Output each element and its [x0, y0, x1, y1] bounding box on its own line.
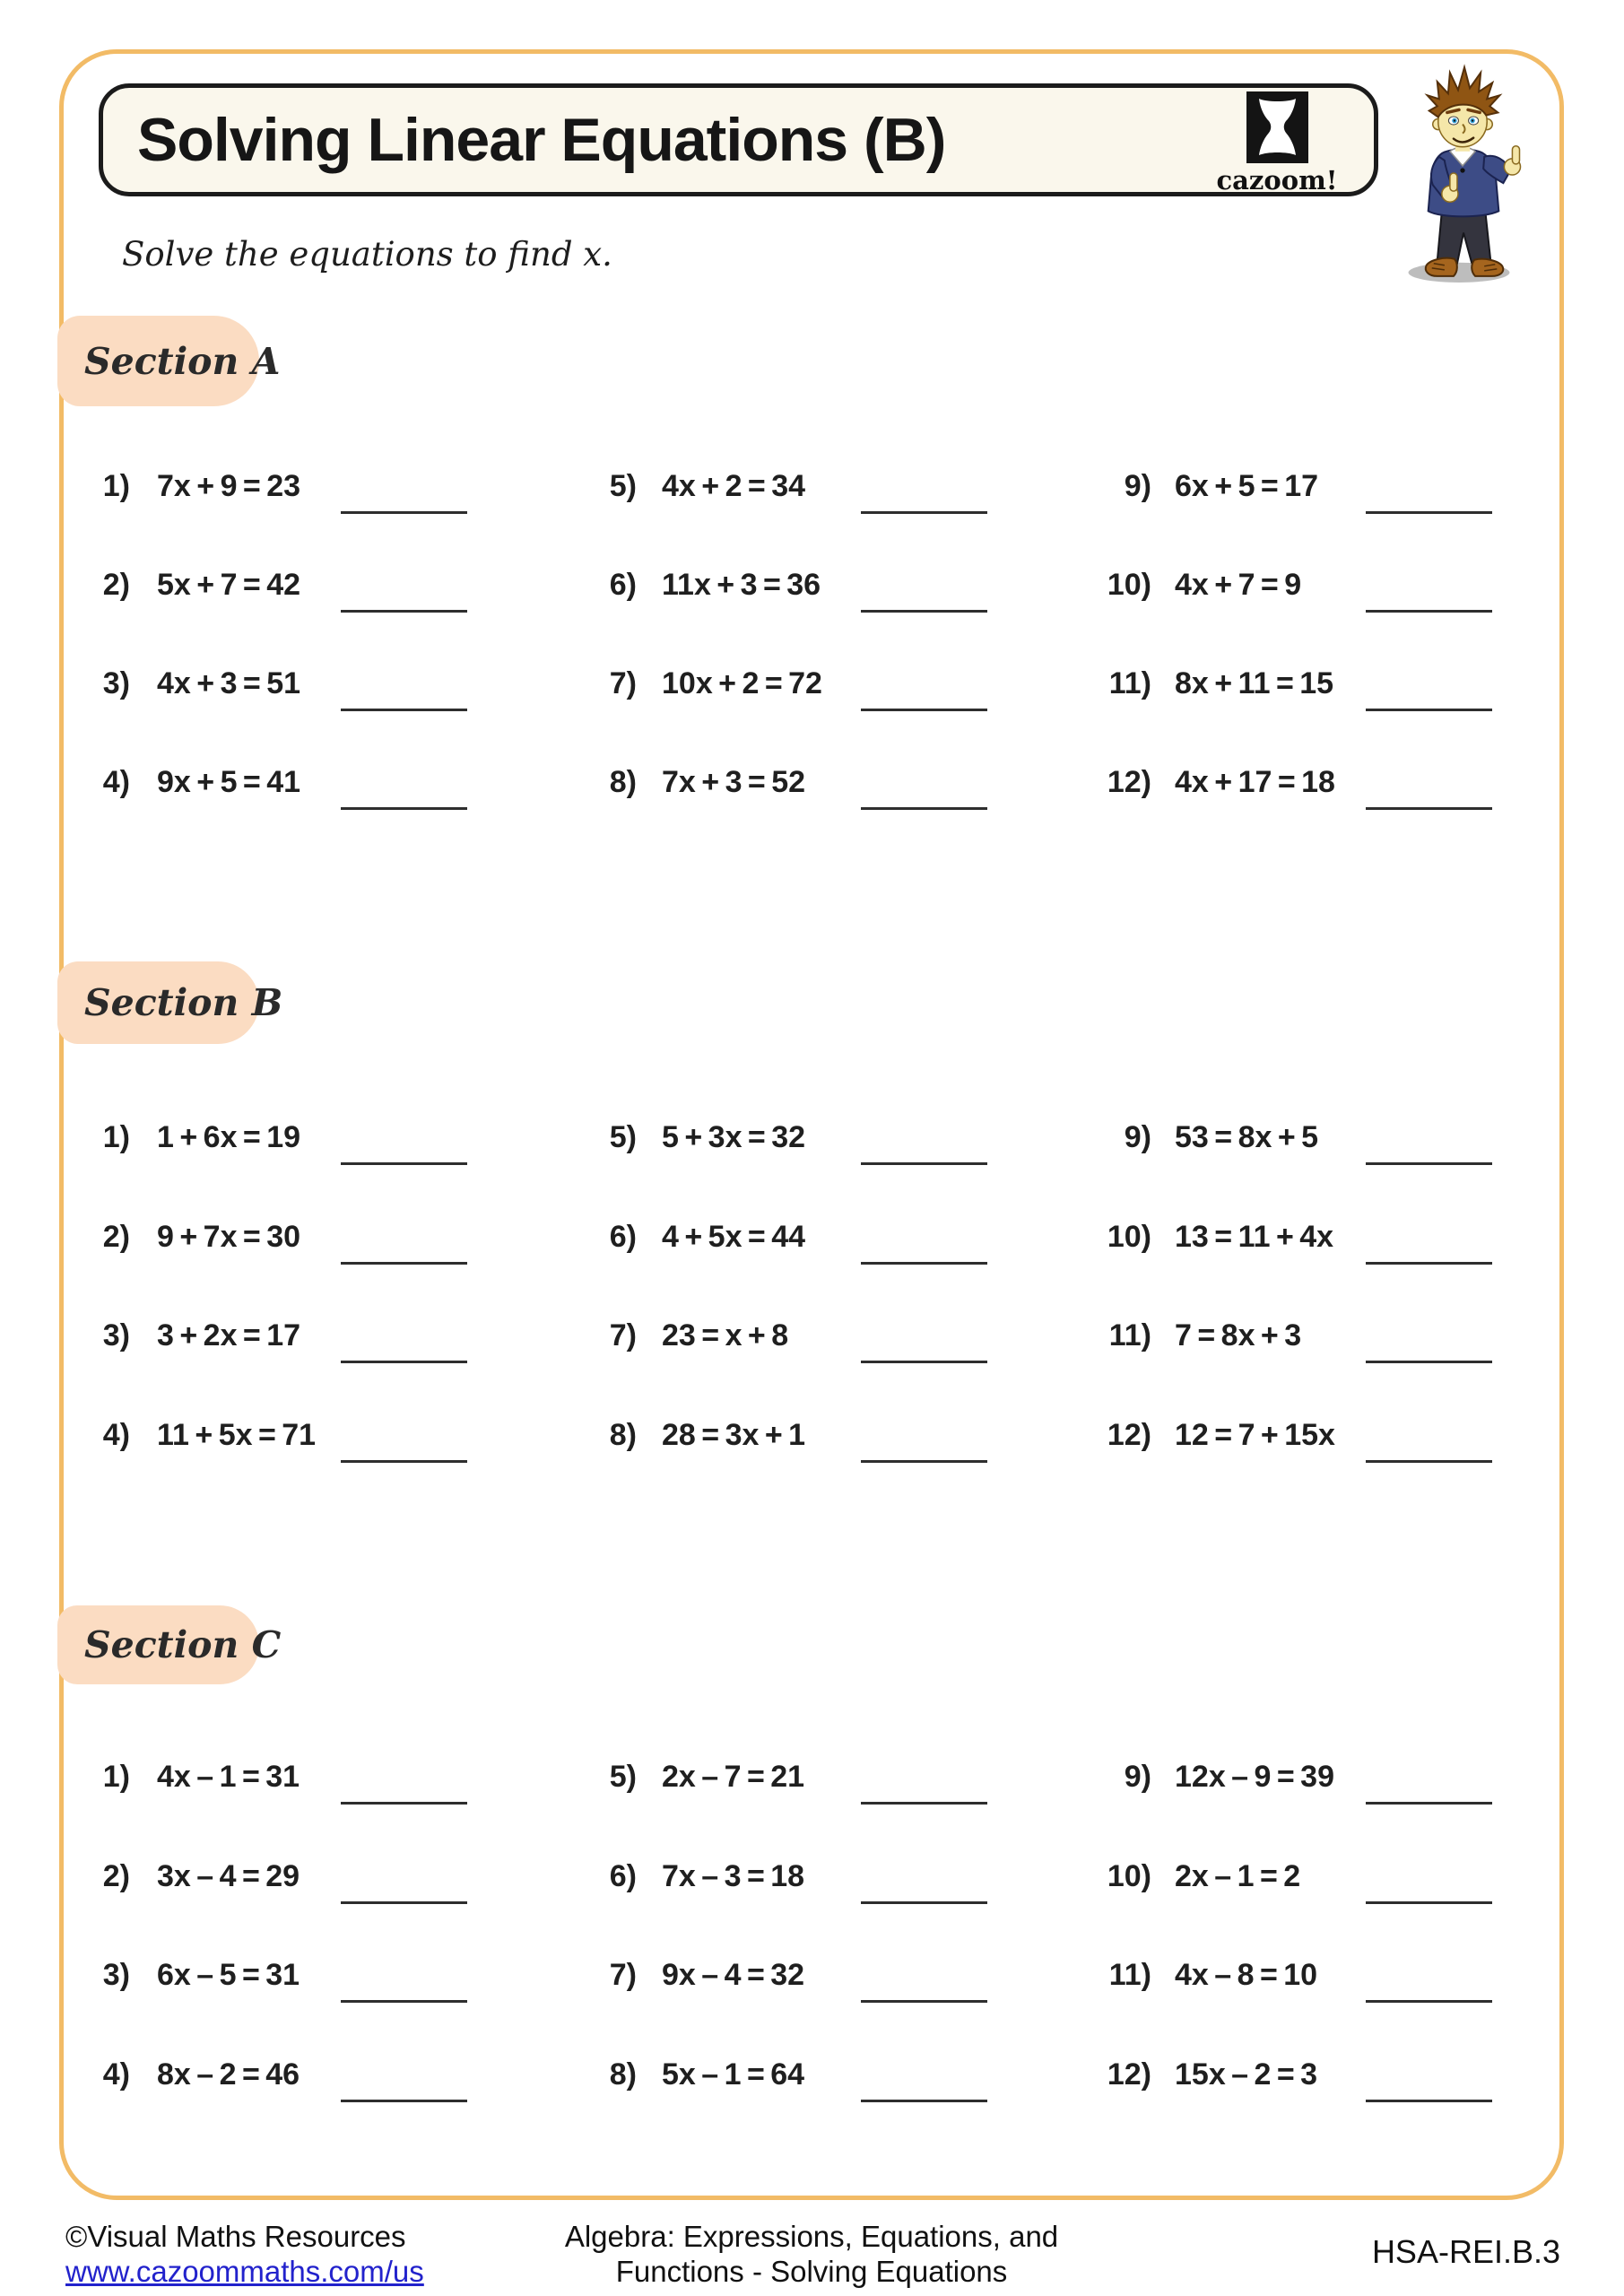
equation-text: 53 = 8x + 5	[1175, 1120, 1319, 1154]
problem-number: 4)	[102, 2057, 130, 2092]
footer-subject	[565, 2219, 1058, 2289]
equation-text: 23 = x + 8	[662, 1318, 789, 1352]
problem-number: 3)	[102, 1958, 130, 1992]
copyright-text: ©Visual Maths Resources	[65, 2220, 406, 2253]
problem-number: 12)	[1107, 2057, 1151, 2092]
equation-text: 15x – 2 = 3	[1175, 2057, 1318, 2092]
problem-number: 9)	[1124, 469, 1151, 503]
problem-number: 9)	[1124, 1760, 1151, 1794]
answer-line	[861, 2000, 987, 2003]
answer-line	[1366, 1460, 1492, 1463]
equation-text: 11 + 5x = 71	[157, 1418, 317, 1452]
footer-left	[65, 2219, 424, 2289]
answer-line	[341, 511, 467, 514]
problem-number: 7)	[609, 1318, 637, 1352]
cazoom-website-link[interactable]: www.cazoommaths.com/us	[65, 2255, 424, 2288]
problem-number: 1)	[102, 1760, 130, 1794]
answer-line	[861, 610, 987, 613]
problem-number: 1)	[102, 469, 130, 503]
mascot-boy-illustration	[1397, 61, 1526, 287]
answer-line	[861, 1262, 987, 1265]
equation-text: 7x + 9 = 23	[157, 469, 301, 503]
section-b-label: Section B	[84, 981, 283, 1024]
answer-line	[1366, 1901, 1492, 1904]
problem-number: 9)	[1124, 1120, 1151, 1154]
problem-number: 4)	[102, 765, 130, 799]
djembe-drum-icon	[1246, 91, 1308, 163]
equation-text: 4 + 5x = 44	[662, 1220, 806, 1254]
equation-text: 7x – 3 = 18	[662, 1859, 805, 1893]
problem-number: 8)	[609, 2057, 637, 2092]
problem-number: 6)	[609, 1859, 637, 1893]
answer-line	[341, 1162, 467, 1165]
subject-line-2: Functions - Solving Equations	[615, 2255, 1008, 2288]
equation-text: 7 = 8x + 3	[1175, 1318, 1302, 1352]
problem-number: 10)	[1107, 1220, 1151, 1254]
equation-text: 4x + 3 = 51	[157, 666, 301, 700]
problem-number: 7)	[609, 666, 637, 700]
equation-text: 4x + 17 = 18	[1175, 765, 1335, 799]
answer-line	[341, 1460, 467, 1463]
equation-text: 4x – 8 = 10	[1175, 1958, 1318, 1992]
equation-text: 3 + 2x = 17	[157, 1318, 301, 1352]
section-b-badge	[57, 961, 283, 1044]
equation-text: 6x – 5 = 31	[157, 1958, 300, 1992]
equation-text: 4x + 7 = 9	[1175, 568, 1302, 602]
answer-line	[341, 807, 467, 810]
answer-line	[1366, 1262, 1492, 1265]
answer-line	[861, 709, 987, 711]
cazoom-logo-text: cazoom!	[1216, 165, 1338, 196]
equation-text: 5 + 3x = 32	[662, 1120, 806, 1154]
page-title: Solving Linear Equations (B)	[137, 106, 946, 174]
answer-line	[341, 2000, 467, 2003]
problem-number: 5)	[609, 1760, 637, 1794]
problem-number: 2)	[102, 1859, 130, 1893]
problem-number: 3)	[102, 1318, 130, 1352]
problem-number: 11)	[1108, 666, 1151, 700]
standard-code: HSA-REI.B.3	[1371, 2233, 1560, 2270]
answer-line	[341, 1901, 467, 1904]
problem-number: 2)	[102, 568, 130, 602]
answer-line	[1366, 511, 1492, 514]
equation-text: 5x + 7 = 42	[157, 568, 301, 602]
equation-text: 3x – 4 = 29	[157, 1859, 300, 1893]
equation-text: 11x + 3 = 36	[662, 568, 821, 602]
section-c-badge	[57, 1605, 282, 1684]
equation-text: 12x – 9 = 39	[1175, 1760, 1335, 1794]
cazoom-logo	[1212, 91, 1342, 197]
equation-text: 9 + 7x = 30	[157, 1220, 301, 1254]
answer-line	[341, 610, 467, 613]
problem-number: 10)	[1107, 1859, 1151, 1893]
answer-line	[1366, 1162, 1492, 1165]
title-box	[99, 83, 1378, 196]
equation-text: 7x + 3 = 52	[662, 765, 806, 799]
section-a-label: Section A	[84, 339, 281, 383]
equation-text: 5x – 1 = 64	[662, 2057, 805, 2092]
answer-line	[861, 1162, 987, 1165]
problem-number: 2)	[102, 1220, 130, 1254]
problem-number: 12)	[1107, 765, 1151, 799]
problem-number: 7)	[609, 1958, 637, 1992]
answer-line	[1366, 807, 1492, 810]
answer-line	[861, 1460, 987, 1463]
answer-line	[1366, 2100, 1492, 2102]
equation-text: 4x – 1 = 31	[157, 1760, 300, 1794]
equation-text: 10x + 2 = 72	[662, 666, 822, 700]
answer-line	[1366, 1802, 1492, 1805]
problem-number: 6)	[609, 568, 637, 602]
equation-text: 2x – 7 = 21	[662, 1760, 805, 1794]
answer-line	[861, 1361, 987, 1363]
equation-text: 6x + 5 = 17	[1175, 469, 1319, 503]
equation-text: 13 = 11 + 4x	[1175, 1220, 1334, 1254]
answer-line	[1366, 709, 1492, 711]
answer-line	[1366, 2000, 1492, 2003]
answer-line	[341, 1802, 467, 1805]
answer-line	[861, 511, 987, 514]
problem-number: 1)	[102, 1120, 130, 1154]
instruction-text: Solve the equations to find x.	[122, 235, 612, 274]
subject-line-1: Algebra: Expressions, Equations, and	[564, 2220, 1059, 2253]
answer-line	[861, 1901, 987, 1904]
problem-number: 12)	[1107, 1418, 1151, 1452]
answer-line	[341, 2100, 467, 2102]
problem-number: 8)	[609, 765, 637, 799]
problem-number: 5)	[609, 469, 637, 503]
section-c-label: Section C	[84, 1623, 282, 1666]
equation-text: 12 = 7 + 15x	[1175, 1418, 1335, 1452]
answer-line	[341, 1262, 467, 1265]
problem-number: 3)	[102, 666, 130, 700]
equation-text: 9x – 4 = 32	[662, 1958, 805, 1992]
equation-text: 4x + 2 = 34	[662, 469, 806, 503]
answer-line	[341, 1361, 467, 1363]
problem-number: 4)	[102, 1418, 130, 1452]
problem-number: 5)	[609, 1120, 637, 1154]
answer-line	[1366, 1361, 1492, 1363]
equation-text: 1 + 6x = 19	[157, 1120, 301, 1154]
problem-number: 8)	[609, 1418, 637, 1452]
problem-number: 11)	[1108, 1958, 1151, 1992]
equation-text: 8x + 11 = 15	[1175, 666, 1334, 700]
answer-line	[1366, 610, 1492, 613]
equation-text: 8x – 2 = 46	[157, 2057, 300, 2092]
equation-text: 2x – 1 = 2	[1175, 1859, 1301, 1893]
section-a-badge	[57, 316, 281, 406]
problem-number: 10)	[1107, 568, 1151, 602]
problem-number: 6)	[609, 1220, 637, 1254]
equation-text: 9x + 5 = 41	[157, 765, 301, 799]
answer-line	[341, 709, 467, 711]
answer-line	[861, 807, 987, 810]
answer-line	[861, 2100, 987, 2102]
equation-text: 28 = 3x + 1	[662, 1418, 806, 1452]
answer-line	[861, 1802, 987, 1805]
problem-number: 11)	[1108, 1318, 1151, 1352]
